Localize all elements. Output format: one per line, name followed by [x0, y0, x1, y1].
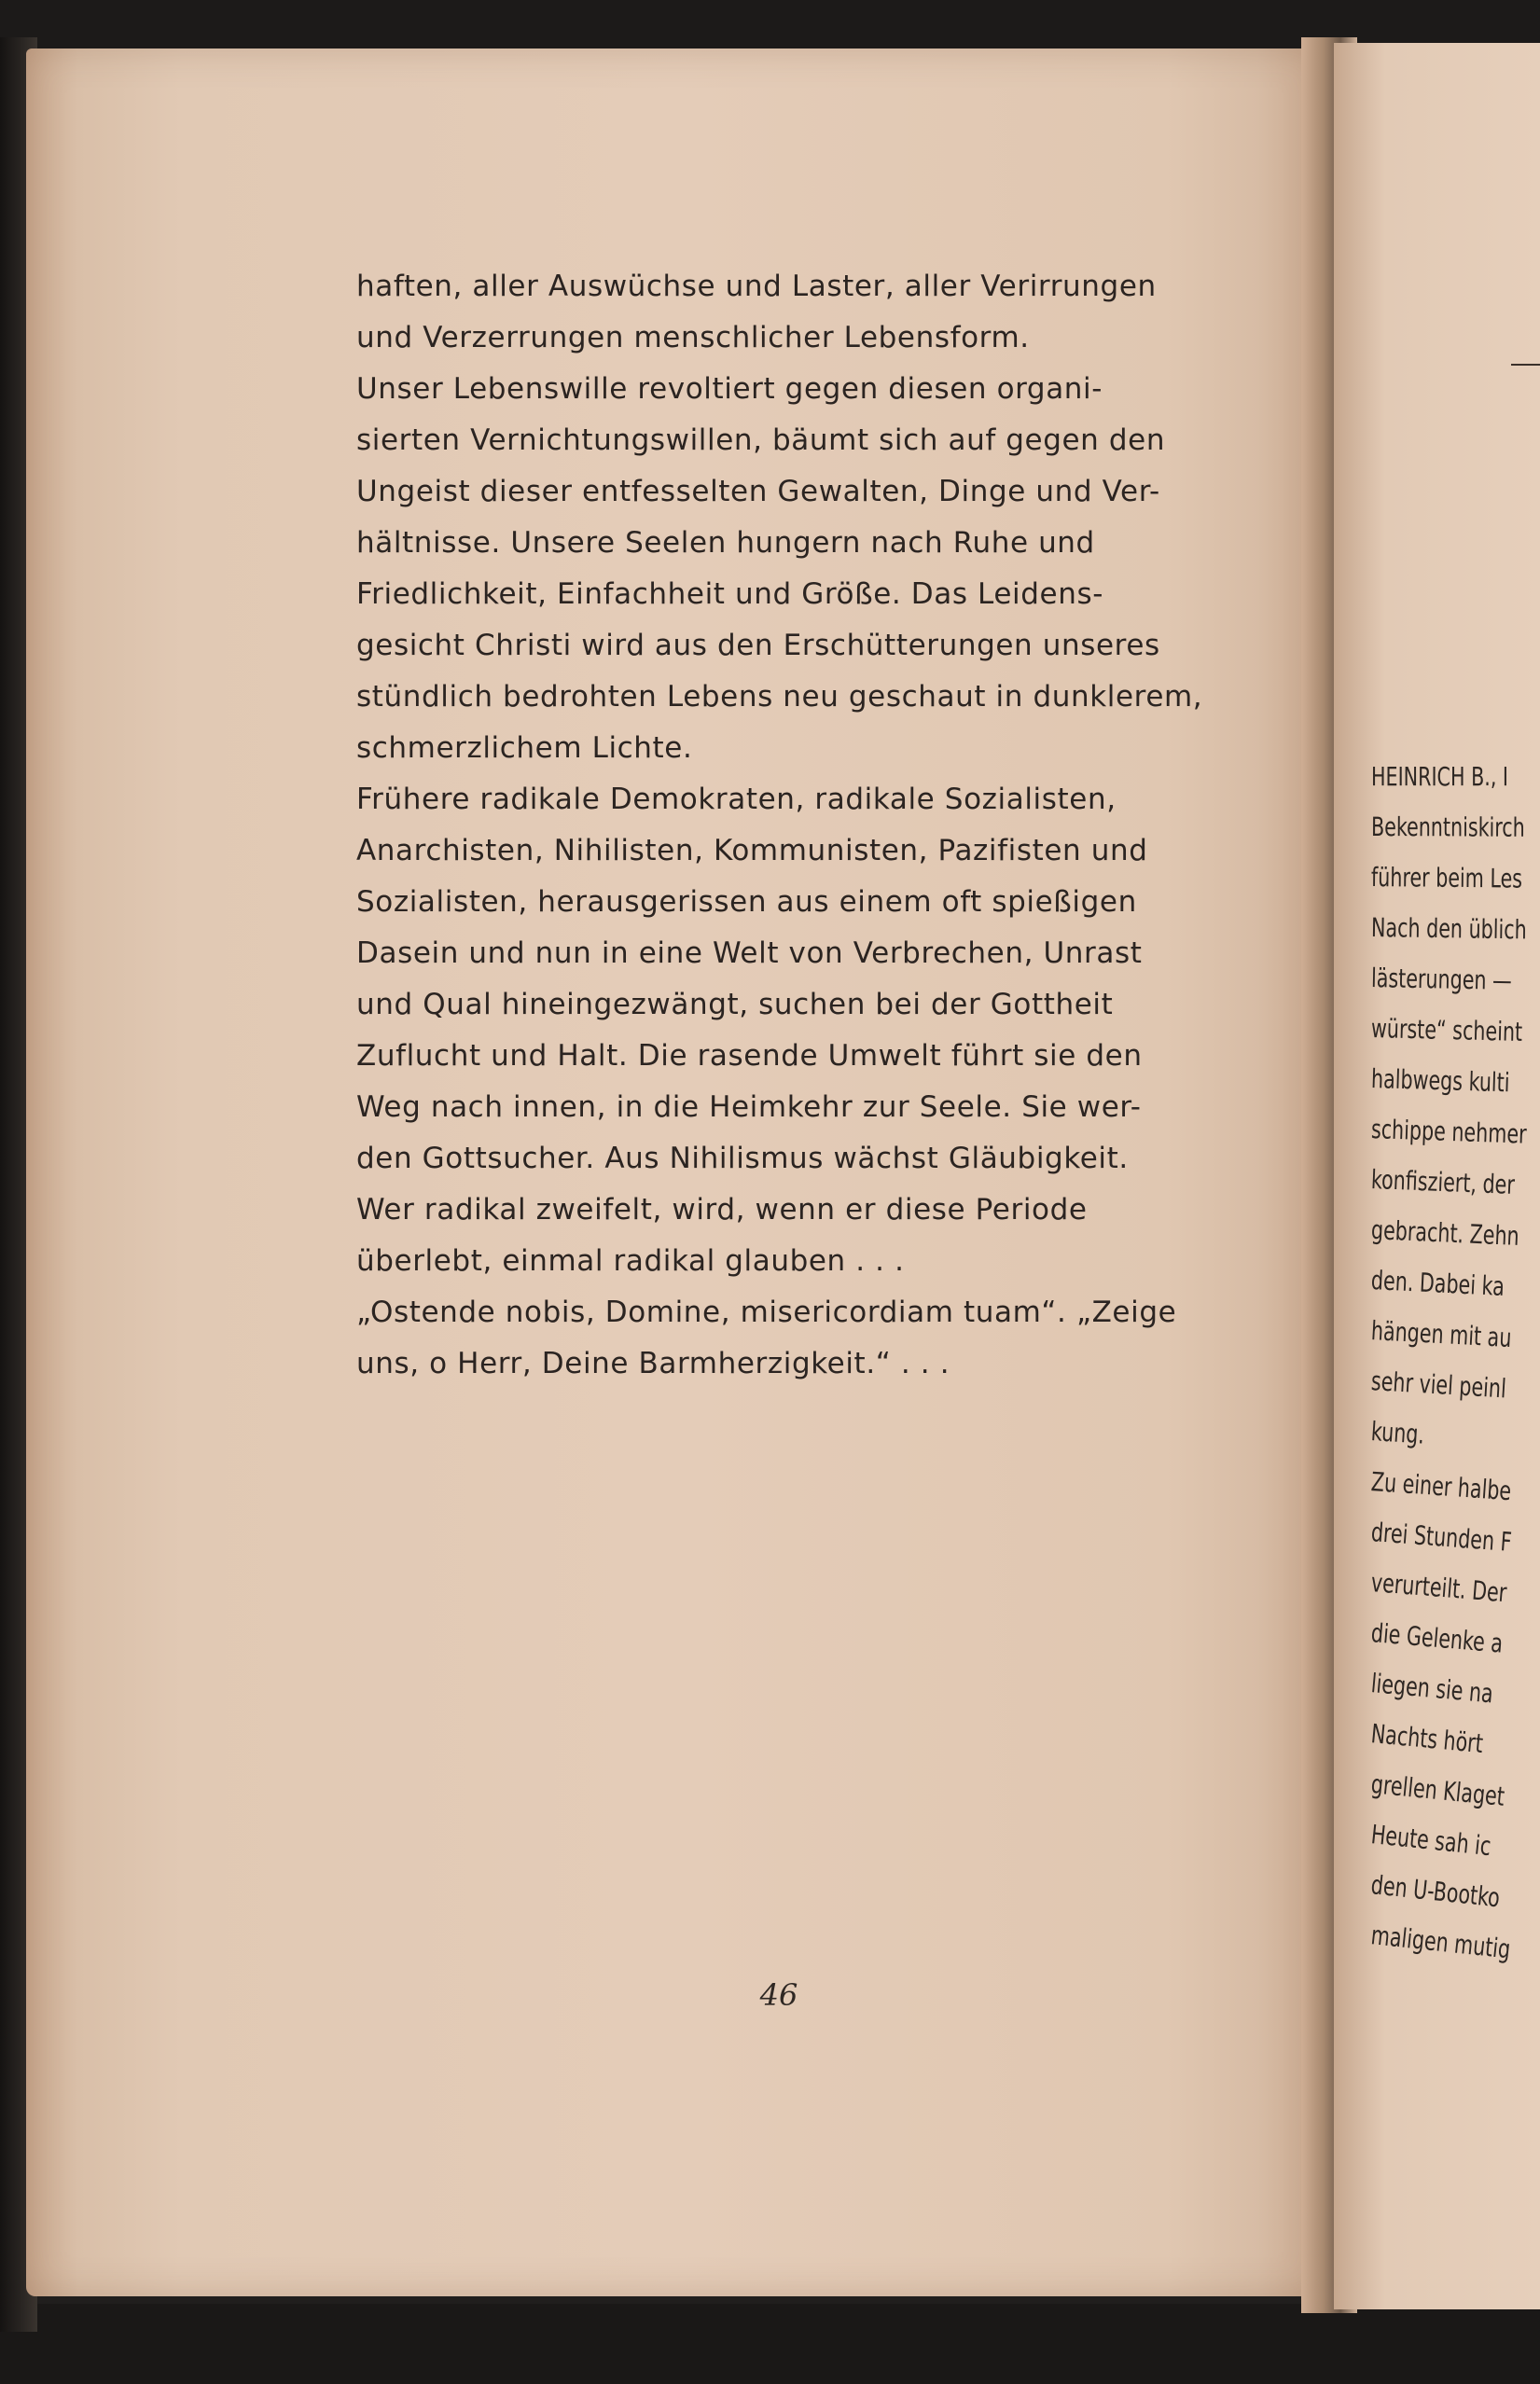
text-line: Frühere radikale Demokraten, radikale Sozialisten, — [356, 783, 1117, 816]
text-line: „Ostende nobis, Domine, misericordiam tuam“. „Zeige — [356, 1296, 1177, 1329]
text-line: und Verzerrungen menschlicher Lebensform. — [356, 321, 1030, 354]
text-line: überlebt, einmal radikal glauben . . . — [356, 1244, 905, 1278]
text-line: Zu einer halbe — [1369, 1466, 1513, 1507]
section-rule — [1511, 364, 1540, 366]
text-line: kung. — [1369, 1416, 1426, 1450]
text-line: schmerzlichem Lichte. — [356, 731, 693, 765]
page-number: 46 — [759, 1977, 798, 2013]
text-line: konfisziert, der — [1370, 1164, 1516, 1201]
paragraph-3 — [356, 774, 1224, 1287]
text-line: würste“ scheint — [1370, 1013, 1523, 1047]
text-line: Nach den üblich — [1370, 912, 1527, 946]
text-line: sierten Vernichtungswillen, bäumt sich auf gegen den — [356, 423, 1166, 457]
text-line: grellen Klaget — [1369, 1768, 1506, 1812]
paragraph-1 — [356, 261, 1224, 364]
page-body-text — [356, 261, 1224, 1390]
text-line: drei Stunden F — [1369, 1517, 1513, 1559]
text-line: gesicht Christi wird aus den Erschütterungen unseres — [356, 629, 1160, 662]
paragraph-4 — [356, 1287, 1224, 1390]
text-line: Weg nach innen, in die Heimkehr zur Seele. Sie wer- — [356, 1090, 1142, 1124]
text-line: Wer radikal zweifelt, wird, wenn er diese Periode — [356, 1193, 1088, 1227]
text-line: schippe nehmer — [1370, 1114, 1528, 1150]
text-line: Zuflucht und Halt. Die rasende Umwelt führt sie den — [356, 1039, 1143, 1073]
text-line: maligen mutig — [1369, 1920, 1512, 1965]
text-line: lästerungen — — [1370, 963, 1513, 996]
text-line: den Gottsucher. Aus Nihilismus wächst Gläubigkeit. — [356, 1142, 1129, 1175]
text-line: den. Dabei ka — [1370, 1265, 1505, 1302]
text-line: liegen sie na — [1369, 1668, 1495, 1710]
text-line: Heute sah ic — [1369, 1819, 1492, 1863]
right-page-text-fragments — [1369, 752, 1540, 1965]
text-line: HEINRICH B., I — [1371, 761, 1509, 792]
text-line: Ungeist dieser entfesselten Gewalten, Dinge und Ver- — [356, 475, 1160, 508]
paragraph-2 — [356, 364, 1224, 774]
text-line: sehr viel peinl — [1370, 1365, 1507, 1405]
text-line: halbwegs kulti — [1370, 1063, 1511, 1099]
text-line: die Gelenke a — [1369, 1617, 1505, 1659]
text-line: Anarchisten, Nihilisten, Kommunisten, Pazifisten und — [356, 834, 1148, 867]
text-line: Bekenntniskirch — [1370, 811, 1525, 843]
text-line: haften, aller Auswüchse und Laster, aller Verirrungen — [356, 270, 1157, 303]
text-line: führer beim Les — [1370, 862, 1523, 894]
text-line: und Qual hineingezwängt, suchen bei der Gottheit — [356, 988, 1114, 1021]
text-line: Friedlichkeit, Einfachheit und Größe. Das Leidens- — [356, 577, 1103, 611]
text-line: Sozialisten, herausgerissen aus einem oft spießigen — [356, 885, 1137, 919]
text-line: verurteilt. Der — [1369, 1567, 1508, 1609]
text-line: Dasein und nun in eine Welt von Verbrechen, Unrast — [356, 936, 1143, 970]
text-line: uns, o Herr, Deine Barmherzigkeit.“ . . . — [356, 1347, 950, 1380]
text-line: Nachts hört — [1369, 1718, 1485, 1760]
text-line: hältnisse. Unsere Seelen hungern nach Ruhe und — [356, 526, 1095, 560]
book-cover-bottom-edge — [0, 2304, 1540, 2384]
text-line: den U-Bootko — [1369, 1869, 1502, 1914]
text-line: gebracht. Zehn — [1370, 1214, 1520, 1252]
text-line: hängen mit au — [1370, 1315, 1513, 1354]
right-page — [1334, 43, 1540, 2309]
text-line: Unser Lebenswille revoltiert gegen diesen organi- — [356, 372, 1103, 406]
text-line: stündlich bedrohten Lebens neu geschaut in dunklerem, — [356, 680, 1203, 714]
